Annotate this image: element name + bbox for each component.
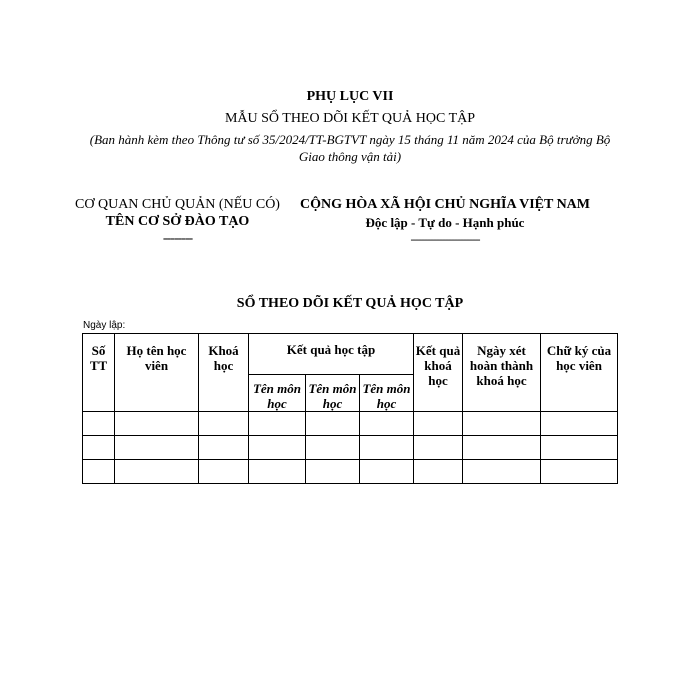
table-cell	[115, 460, 199, 484]
col-header-results: Kết quả học tập	[249, 334, 414, 375]
table-row	[83, 412, 618, 436]
form-title: MẪU SỔ THEO DÕI KẾT QUẢ HỌC TẬP	[224, 111, 476, 126]
table-cell	[199, 436, 249, 460]
table-cell	[249, 460, 306, 484]
table-cell	[414, 436, 463, 460]
date-made-label: Ngày lập:	[83, 320, 126, 331]
country-name: CỘNG HÒA XÃ HỘI CHỦ NGHĨA VIỆT NAM	[299, 197, 590, 212]
table-cell	[199, 412, 249, 436]
col-header-name: Họ tên học viên	[115, 334, 199, 412]
table-cell	[360, 412, 414, 436]
table-cell	[463, 436, 541, 460]
table-cell	[249, 412, 306, 436]
sub-header-subject-2: Tên môn học	[306, 375, 360, 412]
table-row	[83, 436, 618, 460]
col-header-signature: Chữ ký của học viên	[541, 334, 618, 412]
table-cell	[199, 460, 249, 484]
table-cell	[360, 436, 414, 460]
results-table	[82, 333, 618, 484]
table-cell	[83, 412, 115, 436]
table-cell	[541, 436, 618, 460]
col-header-no: Số TT	[83, 334, 115, 412]
book-title: SỔ THEO DÕI KẾT QUẢ HỌC TẬP	[236, 296, 464, 311]
table-cell	[83, 460, 115, 484]
table-cell	[115, 412, 199, 436]
table-cell	[463, 412, 541, 436]
table-cell	[306, 412, 360, 436]
col-header-course: Khoá học	[199, 334, 249, 412]
table-cell	[414, 412, 463, 436]
table-cell	[541, 412, 618, 436]
table-cell	[414, 460, 463, 484]
table-cell	[306, 436, 360, 460]
sub-header-subject-1: Tên môn học	[249, 375, 306, 412]
table-cell	[115, 436, 199, 460]
motto-divider: -----------------------	[410, 232, 480, 246]
school-name: TÊN CƠ SỞ ĐÀO TẠO	[105, 214, 250, 229]
issued-note: (Ban hành kèm theo Thông tư số 35/2024/TT-BGTVT ngày 15 tháng 11 năm 2024 của Bộ trưởng Bộ Giao thông vận tải)	[89, 132, 611, 164]
agency-name: CƠ QUAN CHỦ QUẢN (NẾU CÓ)	[75, 197, 280, 212]
appendix-title: PHỤ LỤC VII	[306, 89, 394, 104]
sub-header-subject-3: Tên môn học	[360, 375, 414, 412]
national-motto: Độc lập - Tự do - Hạnh phúc	[365, 215, 525, 230]
table-cell	[306, 460, 360, 484]
table-header-row	[83, 334, 618, 375]
national-header	[280, 196, 610, 246]
agency-divider: --------	[162, 231, 193, 246]
table-cell	[541, 460, 618, 484]
table-cell	[83, 436, 115, 460]
table-row	[83, 460, 618, 484]
table-cell	[249, 436, 306, 460]
agency-block	[75, 196, 280, 247]
col-header-completion-date: Ngày xét hoàn thành khoá học	[463, 334, 541, 412]
table-cell	[360, 460, 414, 484]
col-header-course-result: Kết quả khoá học	[414, 334, 463, 412]
table-cell	[463, 460, 541, 484]
